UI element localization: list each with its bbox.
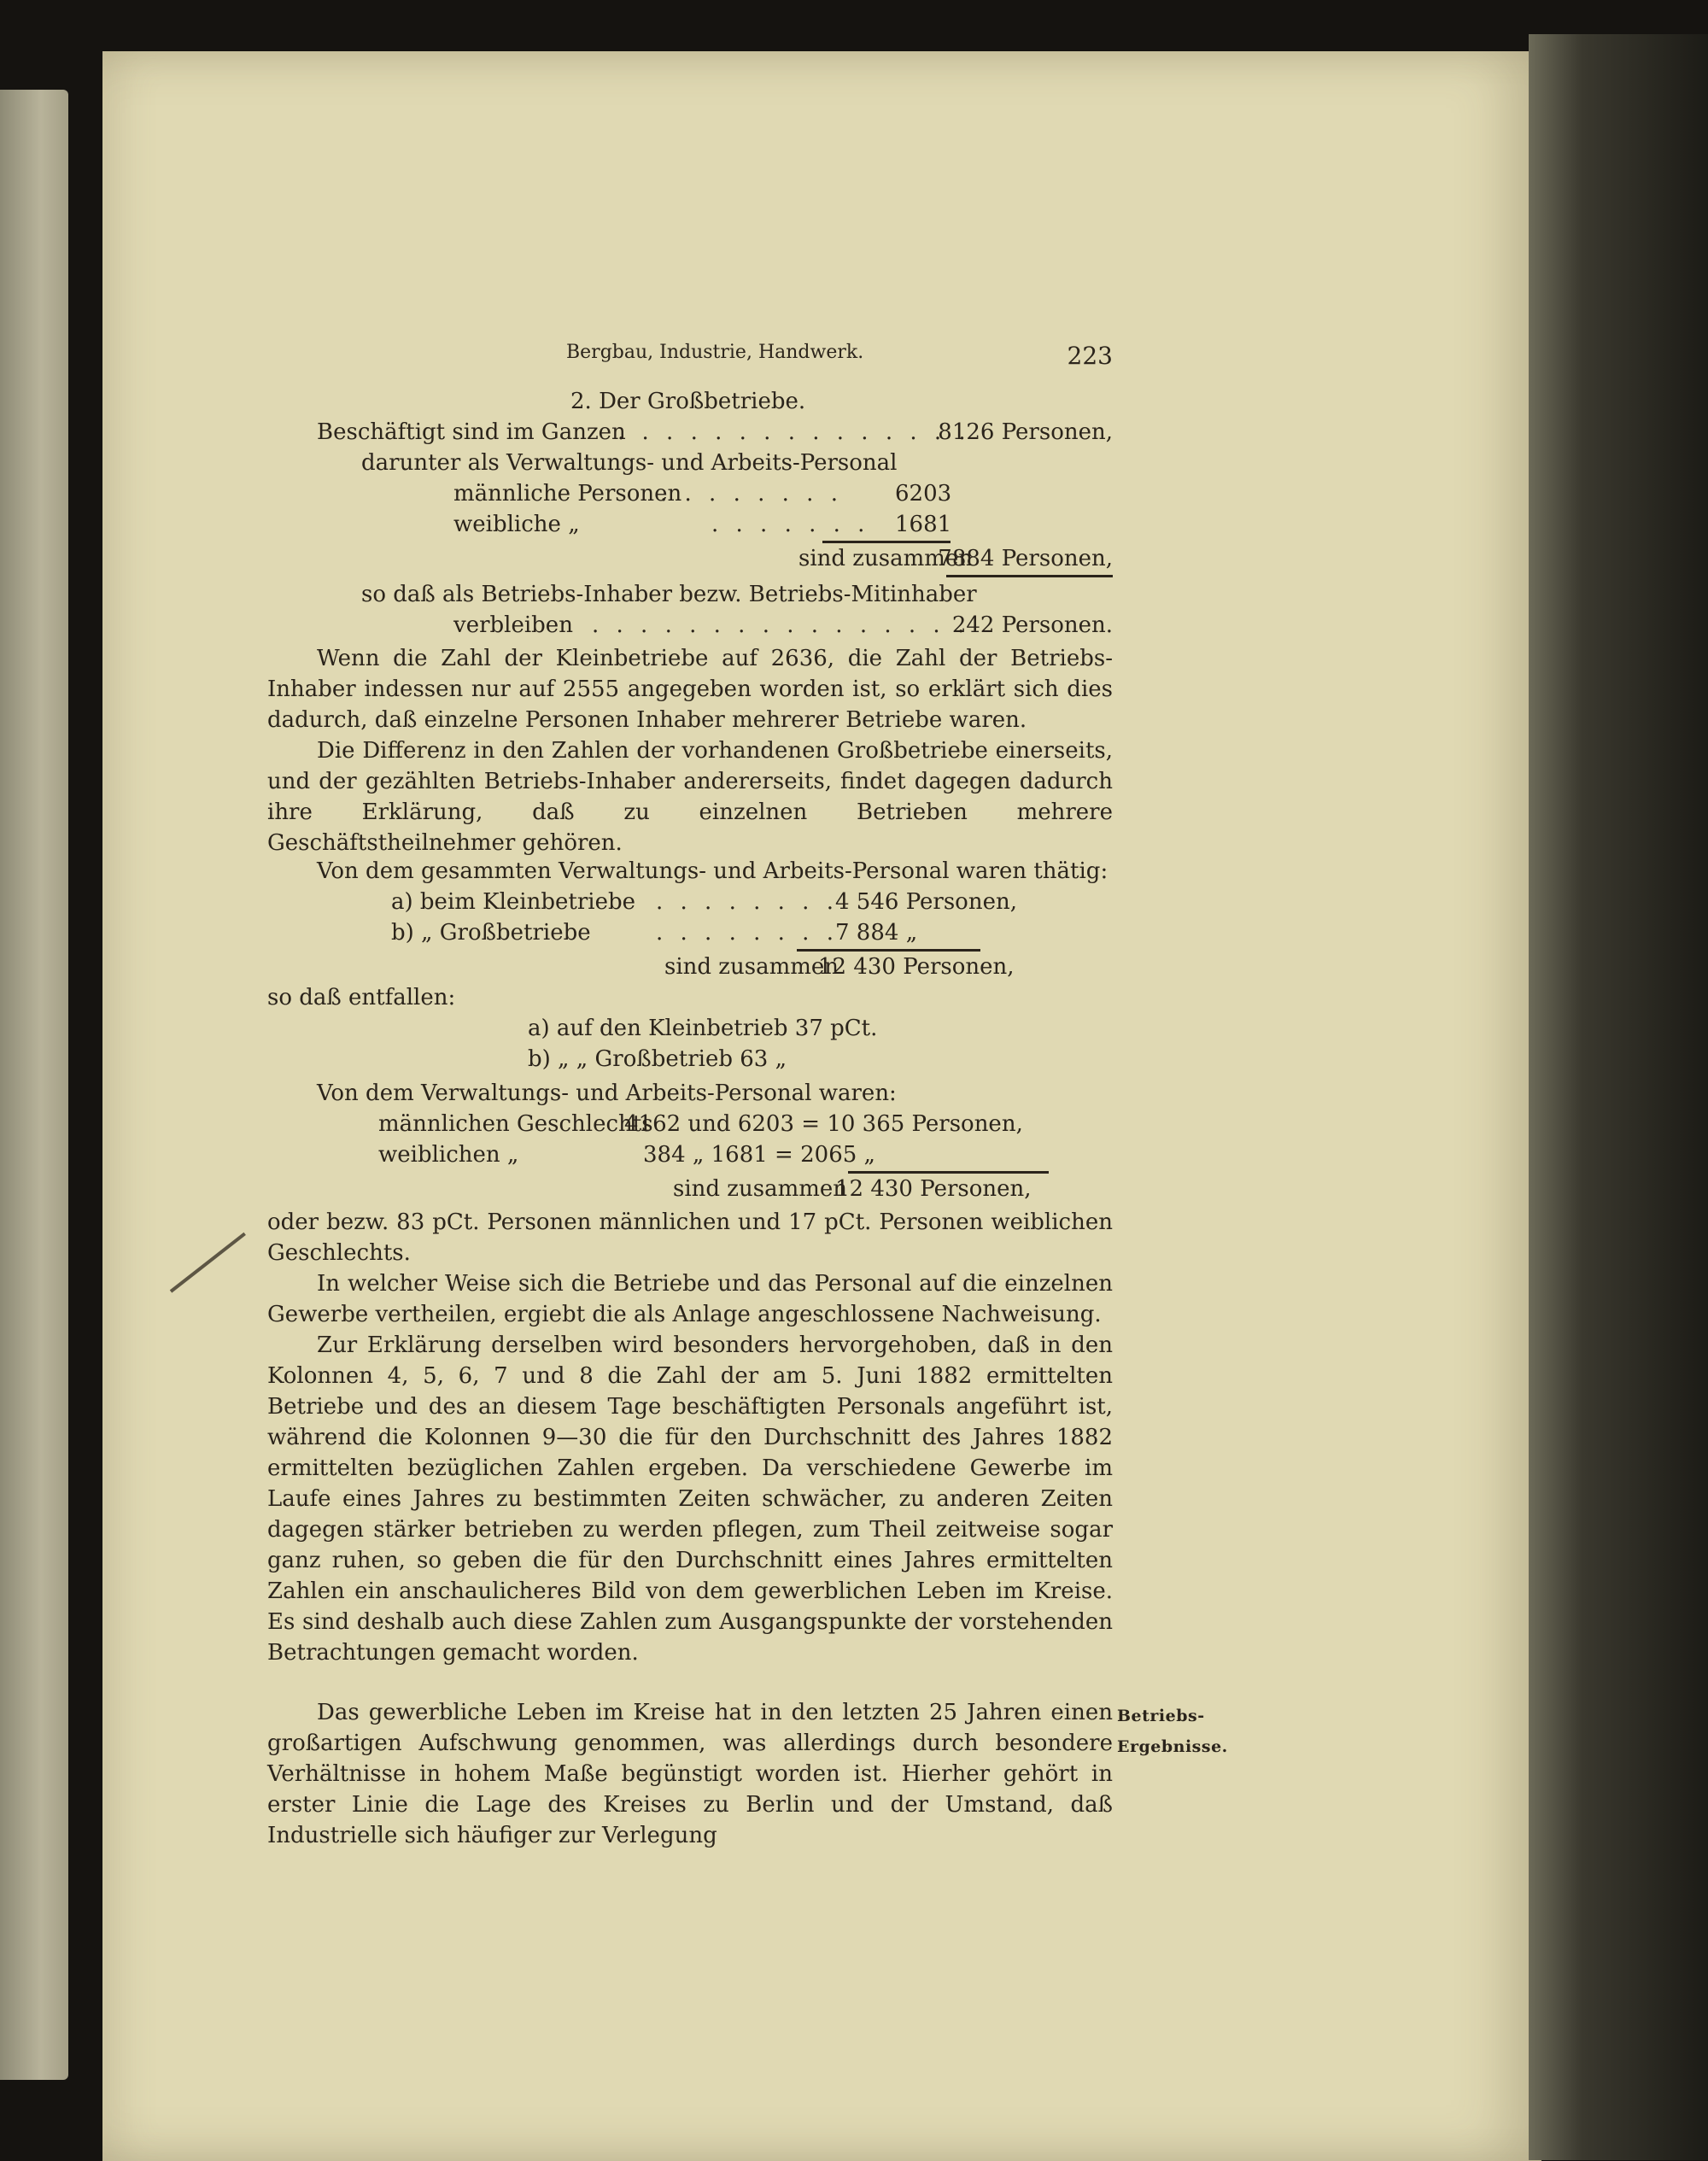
gender-sum-label: sind zusammen: [673, 1176, 848, 1202]
gender-male-label: männlichen Geschlechts: [378, 1111, 653, 1137]
personnel-sum-label: sind zusammen: [664, 954, 839, 980]
page-number: 223: [1067, 342, 1113, 370]
personnel-b-label: b) „ Großbetriebe: [391, 920, 591, 946]
male-line: [267, 481, 1113, 512]
paragraph-small-businesses: [267, 643, 1113, 735]
gender-male-calc: 4162 und 6203 = 10 365 Personen,: [624, 1111, 1023, 1137]
owners-label: verbleiben: [453, 612, 573, 638]
employment-sum-label: sind zusammen: [798, 546, 974, 571]
leader-dots: . . . . . . . .: [660, 481, 843, 507]
paragraph-difference: [267, 735, 1113, 858]
gender-closing: [267, 1207, 1113, 1268]
personnel-sum-value: 12 430 Personen,: [818, 954, 1015, 980]
sum-rule: [946, 575, 1113, 577]
book-spine: [1529, 34, 1708, 2160]
female-label: weibliche „: [453, 512, 580, 537]
share-b-line: [267, 1046, 1113, 1077]
owners-value: 242 Personen.: [951, 612, 1113, 638]
personnel-a-value: 4 546 Personen,: [835, 889, 1017, 915]
male-value: 6203: [895, 481, 952, 507]
gender-male-line: [267, 1111, 1113, 1142]
section-title-line: [267, 389, 1113, 419]
gender-female-label: weiblichen „: [378, 1142, 519, 1168]
owners-text: so daß als Betriebs-Inhaber bezw. Betriebs-Mitinhaber: [361, 582, 977, 607]
leader-dots: . . . . . . . .: [656, 920, 839, 946]
owners-line: [267, 582, 1113, 612]
male-label: männliche Personen: [453, 481, 682, 507]
leader-dots: . . . . . . .: [711, 512, 870, 537]
paragraph-distribution: [267, 1268, 1113, 1330]
page-header: [267, 342, 1113, 376]
personnel-a-line: [267, 889, 1113, 920]
share-a: a) auf den Kleinbetrieb 37 pCt.: [528, 1016, 878, 1041]
share-b: b) „ „ Großbetrieb 63 „: [528, 1046, 787, 1072]
staff-intro: darunter als Verwaltungs- und Arbeits-Personal: [361, 450, 898, 476]
staff-intro-line: [267, 450, 1113, 481]
paragraph-text: oder bezw. 83 pCt. Personen männlichen und 17 pCt. Personen weiblichen Geschlechts.: [267, 1209, 1113, 1266]
employment-total-line: [267, 419, 1113, 450]
gender-sum-value: 12 430 Personen,: [835, 1176, 1032, 1202]
facing-page-edge: [0, 90, 68, 2080]
gender-intro-line: [267, 1080, 1113, 1111]
paragraph-text: In welcher Weise sich die Betriebe und das Personal auf die einzelnen Gewerbe vertheilen, ergiebt die als Anlage angeschlossene Nachweisung.: [267, 1271, 1113, 1327]
paragraph-text: Die Differenz in den Zahlen der vorhandenen Großbetriebe einerseits, und der gezählten Betriebs-Inhaber andererseits, findet dagegen dadurch ihre Erklärung, daß zu einzelnen Betrieben mehrere Geschäftstheilnehmer gehören.: [267, 738, 1113, 856]
share-intro: so daß entfallen:: [267, 985, 456, 1010]
female-value: 1681: [895, 512, 952, 537]
sum-rule: [822, 541, 951, 543]
gender-female-line: [267, 1142, 1113, 1173]
gender-intro: Von dem Verwaltungs- und Arbeits-Personal waren:: [317, 1080, 897, 1106]
personnel-intro: Von dem gesammten Verwaltungs- und Arbeits-Personal waren thätig:: [317, 858, 1108, 884]
gender-female-calc: 384 „ 1681 = 2065 „: [643, 1142, 876, 1168]
personnel-sum-line: [267, 954, 1113, 985]
paragraph-text: Zur Erklärung derselben wird besonders hervorgehoben, daß in den Kolonnen 4, 5, 6, 7 und 8 die Zahl der am 5. Juni 1882 ermittelten Betriebe und des an diesem Tage beschäftigten Personals angeführt ist, während die Kolonnen 9—30 die für den Durchschnitt des Jahres 1882 ermittelten bezüglichen Zahlen ergeben. Da verschiedene Gewerbe im Laufe eines Jahres zu bestimmten Zeiten schwächer, zu anderen Zeiten dagegen stärker betrieben zu werden pflegen, zum Theil zeitweise sogar ganz ruhen, so geben die für den Durchschnitt eines Jahres ermittelten Zahlen ein anschaulicheres Bild von dem gewerblichen Leben im Kreise. Es sind deshalb auch diese Zahlen zum Ausgangspunkte der vorstehenden Betrachtungen gemacht worden.: [267, 1332, 1113, 1666]
gender-sum-line: [267, 1176, 1113, 1207]
employment-sum-line: [267, 546, 1113, 577]
female-line: [267, 512, 1113, 542]
paragraph-columns: [267, 1330, 1113, 1668]
paragraph-text: Das gewerbliche Leben im Kreise hat in den letzten 25 Jahren einen großartigen Aufschwung genommen, was allerdings durch besondere Verhältnisse in hohem Maße begünstigt worden ist. Hierher gehört in erster Linie die Lage des Kreises zu Berlin und der Umstand, daß Industrielle sich häufiger zur Verlegung: [267, 1700, 1113, 1848]
paragraph-commerce: [267, 1697, 1228, 1851]
personnel-b-line: [267, 920, 1113, 951]
leader-dots: . . . . . . . . . . . . . . .: [617, 419, 971, 445]
employment-total-label: Beschäftigt sind im Ganzen: [317, 419, 626, 445]
leader-dots: . . . . . . . .: [656, 889, 839, 915]
personnel-b-value: 7 884 „: [835, 920, 918, 946]
employment-total-value: 8126 Personen,: [938, 419, 1113, 445]
paragraph-text: Wenn die Zahl der Kleinbetriebe auf 2636, die Zahl der Betriebs-Inhaber indessen nur auf 2555 angegeben worden ist, so erklärt sich dies dadurch, daß einzelne Personen Inhaber mehrerer Betriebe waren.: [267, 646, 1113, 733]
sum-rule: [797, 949, 980, 952]
employment-sum-value: 7884 Personen,: [938, 546, 1113, 571]
owners-remain-line: [267, 612, 1113, 643]
personnel-intro-line: [267, 858, 1113, 889]
running-title: Bergbau, Industrie, Handwerk.: [566, 342, 864, 363]
section-title: 2. Der Großbetriebe.: [570, 389, 806, 414]
personnel-a-label: a) beim Kleinbetriebe: [391, 889, 635, 915]
share-intro-line: [267, 985, 1113, 1016]
share-a-line: [267, 1016, 1113, 1046]
margin-note: Betriebs-Ergebnisse.: [1117, 1707, 1228, 1756]
leader-dots: . . . . . . . . . . . . . . . .: [592, 612, 970, 638]
sum-rule: [848, 1171, 1049, 1174]
page-body: [267, 389, 1228, 1851]
